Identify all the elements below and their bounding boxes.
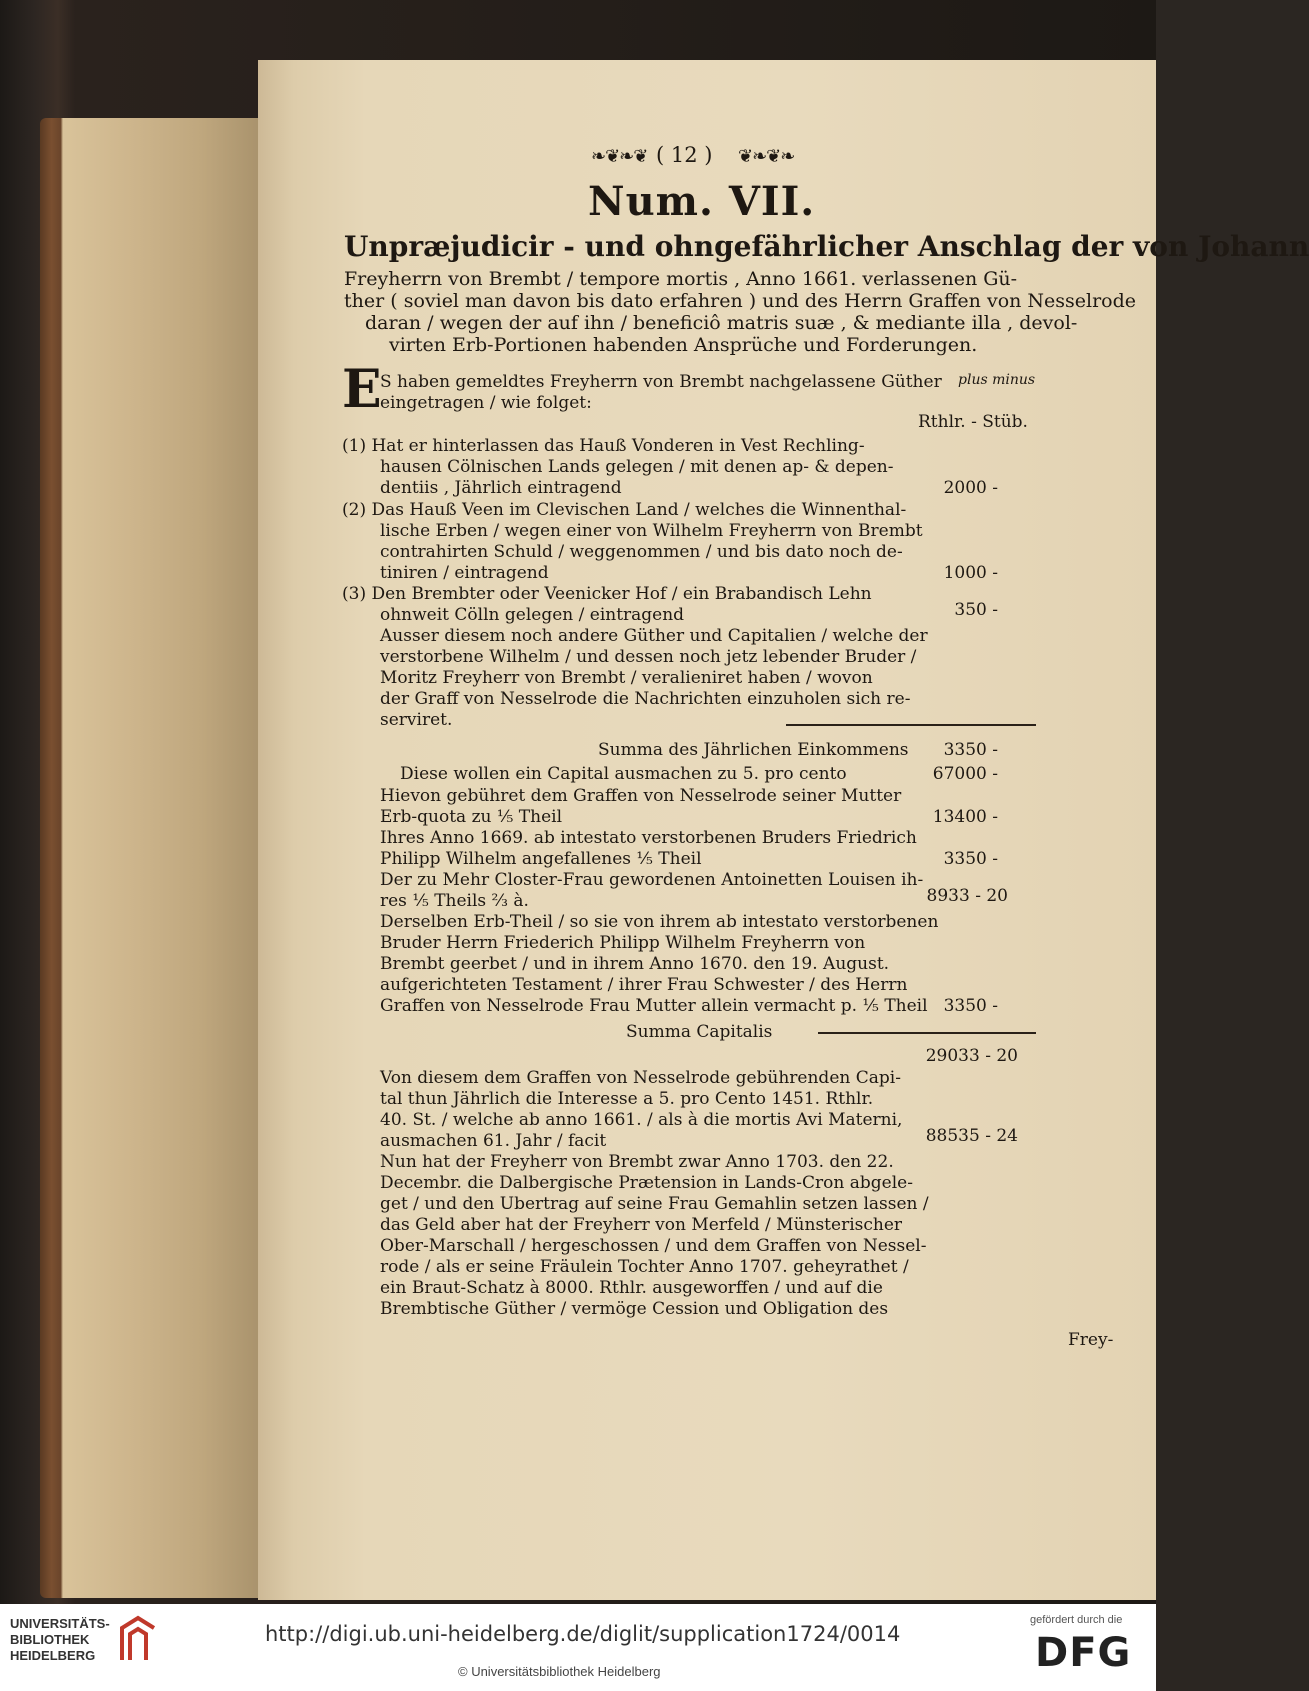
interest-line: 40. St. / welche ab anno 1661. / als à die mortis Avi Materni, — [380, 1110, 903, 1130]
body-line: contrahirten Schuld / weggenommen / und bis dato noch de- — [380, 542, 903, 562]
intro-line-2: eingetragen / wie folget: — [380, 393, 592, 413]
amount-item-1: 2000 - — [943, 478, 998, 498]
drop-initial: E — [342, 359, 382, 420]
body-line: der Graff von Nesselrode die Nachrichten einzuholen sich re- — [380, 689, 911, 709]
body-line: ohnweit Cölln gelegen / eintragend — [380, 605, 685, 625]
amount-capital: 67000 - — [932, 764, 998, 784]
permalink-url[interactable]: http://digi.ub.uni-heidelberg.de/diglit/supplication1724/0014 — [265, 1622, 901, 1646]
calc-line: Diese wollen ein Capital ausmachen zu 5. pro cento — [400, 764, 847, 784]
body-line: hausen Cölnischen Lands gelegen / mit denen ap- & depen- — [380, 457, 894, 477]
body-line: dentiis , Jährlich eintragend — [380, 478, 622, 498]
ornament-left: ❧❦❧❦ — [591, 146, 648, 167]
body-line: serviret. — [380, 710, 453, 730]
calc-line: Philipp Wilhelm angefallenes ⅕ Theil — [380, 849, 702, 869]
body-line: lische Erben / wegen einer von Wilhelm Freyherrn von Brembt — [380, 521, 923, 541]
page-number: ( 12 ) — [656, 143, 713, 167]
interest-line: rode / als er seine Fräulein Tochter Anno 1707. geheyrathet / — [380, 1257, 909, 1277]
body-line: Ausser diesem noch andere Güther und Capitalien / welche der — [380, 626, 928, 646]
capitalis-rule — [818, 1032, 1036, 1034]
calc-line: Der zu Mehr Closter-Frau gewordenen Antoinetten Louisen ih- — [380, 870, 924, 890]
sum-rule — [786, 724, 1036, 726]
calc-line: Brembt geerbet / und in ihrem Anno 1670. den 19. August. — [380, 954, 890, 974]
calc-line: aufgerichteten Testament / ihrer Frau Schwester / des Herrn — [380, 975, 908, 995]
dfg-logo: DFG — [1035, 1630, 1132, 1676]
amount-item-2: 1000 - — [943, 563, 998, 583]
library-name-line: HEIDELBERG — [10, 1648, 96, 1663]
interest-line: Von diesem dem Graffen von Nesselrode gebührenden Capi- — [380, 1068, 901, 1088]
amount-interest: 88535 - 24 — [925, 1126, 1018, 1146]
amount-sister: 8933 - 20 — [926, 886, 1008, 906]
title-line-4: daran / wegen der auf ihn / beneficiô matris suæ , & mediante illa , devol- — [365, 312, 1078, 334]
calc-line: Derselben Erb-Theil / so sie von ihrem ab intestato verstorbenen — [380, 912, 939, 932]
interest-line: das Geld aber hat der Freyherr von Merfeld / Münsterischer — [380, 1215, 903, 1235]
plus-minus: plus minus — [958, 372, 1036, 388]
interest-line: ein Braut-Schatz à 8000. Rthlr. ausgeworffen / und auf die — [380, 1278, 883, 1298]
interest-line: get / und den Ubertrag auf seine Frau Gemahlin setzen lassen / — [380, 1194, 929, 1214]
ornament-right: ❦❧❦❧ — [738, 146, 795, 167]
copyright-notice: © Universitätsbibliothek Heidelberg — [458, 1664, 661, 1679]
book-page-edges — [40, 118, 270, 1598]
summa-income-label: Summa des Jährlichen Einkommens — [598, 740, 909, 760]
body-line: tiniren / eintragend — [380, 563, 549, 583]
amount-fifth: 13400 - — [932, 807, 998, 827]
body-line: Moritz Freyherr von Brembt / veralieniret haben / wovon — [380, 668, 873, 688]
body-line: (3) Den Brembter oder Veenicker Hof / ein Brabandisch Lehn — [342, 584, 872, 604]
body-line: (2) Das Hauß Veen im Clevischen Land / welches die Winnenthal- — [342, 500, 907, 520]
title-line-5: virten Erb-Portionen habenden Ansprüche und Forderungen. — [389, 334, 978, 356]
intro-line-1: S haben gemeldtes Freyherrn von Brembt nachgelassene Güther — [380, 372, 942, 392]
amount-bequest: 3350 - — [943, 996, 998, 1016]
currency-header: Rthlr. - Stüb. — [918, 412, 1028, 432]
calc-line: Erb-quota zu ⅕ Theil — [380, 807, 563, 827]
calc-line: Ihres Anno 1669. ab intestato verstorbenen Bruders Friedrich — [380, 828, 917, 848]
calc-line: Graffen von Nesselrode Frau Mutter allein vermacht p. ⅕ Theil — [380, 996, 928, 1016]
interest-line: ausmachen 61. Jahr / facit — [380, 1131, 607, 1151]
library-name-line: BIBLIOTHEK — [10, 1632, 90, 1647]
footer-bar — [0, 1604, 1156, 1691]
amount-capitalis: 29033 - 20 — [925, 1046, 1018, 1066]
interest-line: tal thun Jährlich die Interesse a 5. pro Cento 1451. Rthlr. — [380, 1089, 874, 1109]
title-line-2: Freyherrn von Brembt / tempore mortis , Anno 1661. verlassenen Gü- — [344, 268, 1018, 290]
body-line: verstorbene Wilhelm / und dessen noch jetz lebender Bruder / — [380, 647, 917, 667]
amount-brother: 3350 - — [943, 849, 998, 869]
interest-line: Ober-Marschall / hergeschossen / und dem Graffen von Nessel- — [380, 1236, 927, 1256]
num-title: Num. VII. — [588, 178, 816, 225]
interest-line: Brembtische Güther / vermöge Cession und Obligation des — [380, 1299, 889, 1319]
interest-line: Nun hat der Freyherr von Brembt zwar Anno 1703. den 22. — [380, 1152, 894, 1172]
funded-by-label: gefördert durch die — [1030, 1614, 1123, 1626]
library-name-line: UNIVERSITÄTS- — [10, 1616, 110, 1631]
document-page — [258, 60, 1309, 1600]
calc-line: res ⅕ Theils ⅔ à. — [380, 891, 529, 911]
summa-capitalis-label: Summa Capitalis — [626, 1022, 773, 1042]
interest-line: Decembr. die Dalbergische Prætension in Lands-Cron abgele- — [380, 1173, 913, 1193]
calc-line: Bruder Herrn Friederich Philipp Wilhelm Freyherrn von — [380, 933, 866, 953]
title-line-1: Unpræjudicir - und ohngefährlicher Anschlag der von Johann — [344, 230, 1309, 263]
calc-line: Hievon gebühret dem Graffen von Nesselrode seiner Mutter — [380, 786, 902, 806]
body-line: (1) Hat er hinterlassen das Hauß Vonderen in Vest Rechling- — [342, 436, 865, 456]
amount-income: 3350 - — [943, 740, 998, 760]
library-name — [10, 1616, 110, 1664]
title-line-3: ther ( soviel man davon bis dato erfahren ) und des Herrn Graffen von Nesselrode — [344, 290, 1137, 312]
amount-item-3: 350 - — [954, 600, 998, 620]
catchword: Frey- — [1068, 1330, 1114, 1350]
library-logo-icon — [118, 1614, 158, 1664]
